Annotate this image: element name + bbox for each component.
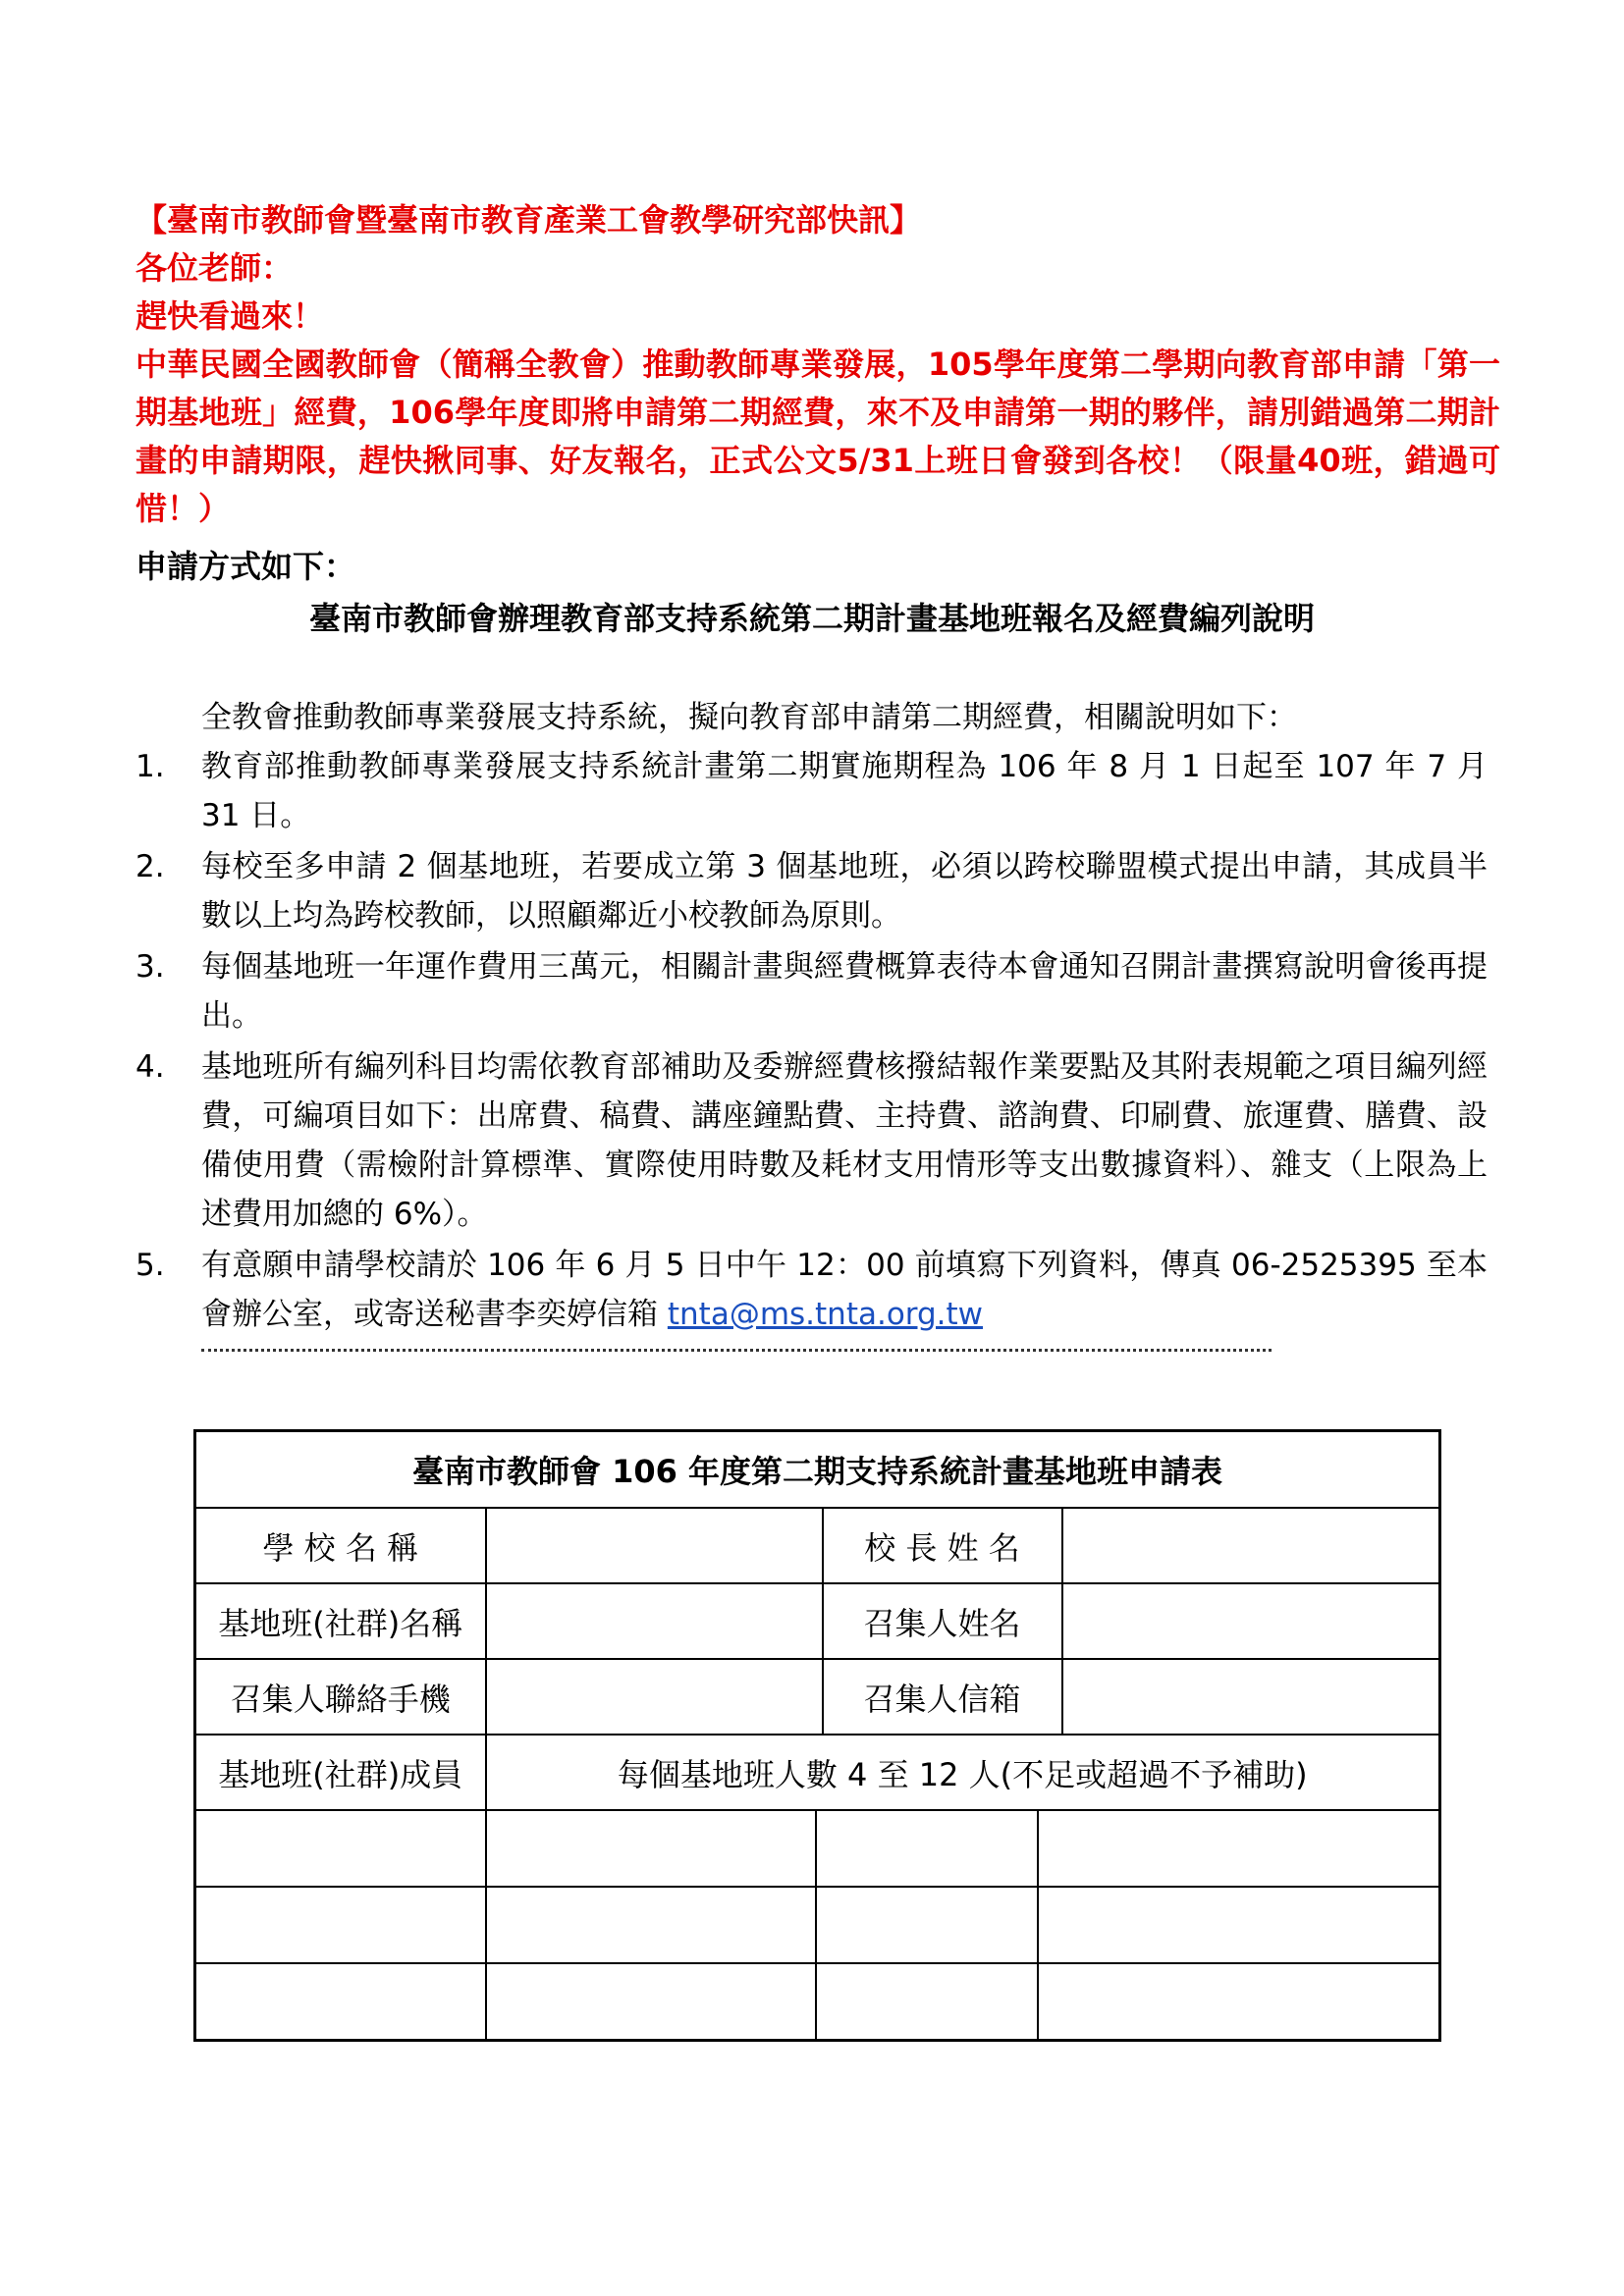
notice-block — [135, 196, 1510, 533]
convener-phone-field[interactable] — [486, 1659, 823, 1735]
group-name-label: 基地班(社群)名稱 — [195, 1583, 486, 1659]
notice-urge: 趕快看過來！ — [135, 297, 325, 335]
member-cell[interactable] — [816, 1810, 1038, 1887]
group-name-field[interactable] — [486, 1583, 823, 1659]
instruction-list — [135, 742, 1490, 1341]
member-cell[interactable] — [195, 1963, 486, 2041]
document-title: 臺南市教師會辦理教育部支持系統第二期計畫基地班報名及經費編列說明 — [308, 600, 1315, 637]
notice-body: 中華民國全國教師會（簡稱全教會）推動教師專業發展，105學年度第二學期向教育部申請「第一期基地班」經費，106學年度即將申請第二期經費，來不及申請第一期的夥伴，請別錯過第二期計畫的申請期限，趕快揪同事、好友報名，正式公文5/31上班日會發到各校！（限量40班，錯過可惜！） — [135, 346, 1500, 527]
convener-name-field[interactable] — [1062, 1583, 1440, 1659]
convener-email-field[interactable] — [1062, 1659, 1440, 1735]
list-item-number: 3. — [135, 949, 165, 985]
principal-name-field[interactable] — [1062, 1508, 1440, 1583]
member-cell[interactable] — [195, 1810, 486, 1887]
school-name-field[interactable] — [486, 1508, 823, 1583]
members-note: 每個基地班人數 4 至 12 人(不足或超過不予補助) — [486, 1735, 1440, 1810]
list-item — [135, 942, 1490, 1041]
application-form-table — [193, 1429, 1441, 2042]
list-item — [135, 842, 1490, 940]
member-cell[interactable] — [486, 1887, 816, 1963]
convener-email-label: 召集人信箱 — [823, 1659, 1062, 1735]
member-cell[interactable] — [195, 1887, 486, 1963]
principal-name-label: 校 長 姓 名 — [823, 1508, 1062, 1583]
list-item-number: 1. — [135, 749, 165, 784]
list-item — [135, 742, 1490, 840]
member-cell[interactable] — [486, 1963, 816, 2041]
member-cell[interactable] — [1038, 1887, 1440, 1963]
list-item-text: 每校至多申請 2 個基地班，若要成立第 3 個基地班，必須以跨校聯盟模式提出申請，其成員半數以上均為跨校教師，以照顧鄰近小校教師為原則。 — [201, 849, 1488, 934]
members-label: 基地班(社群)成員 — [195, 1735, 486, 1810]
apply-method-heading: 申請方式如下： — [135, 548, 356, 585]
member-cell[interactable] — [1038, 1963, 1440, 2041]
form-title: 臺南市教師會 106 年度第二期支持系統計畫基地班申請表 — [195, 1431, 1440, 1509]
school-name-label: 學 校 名 稱 — [195, 1508, 486, 1583]
list-item-text: 基地班所有編列科目均需依教育部補助及委辦經費核撥結報作業要點及其附表規範之項目編列經費，可編項目如下：出席費、稿費、講座鐘點費、主持費、諮詢費、印刷費、旅運費、膳費、設備使用費（需檢附計算標準、實際使用時數及耗材支用情形等支出數據資料）、雜支（上限為上述費用加總的 6%）。 — [201, 1049, 1488, 1232]
list-item-text: 每個基地班一年運作費用三萬元，相關計畫與經費概算表待本會通知召開計畫撰寫說明會後再提出。 — [201, 949, 1488, 1034]
list-item-number: 4. — [135, 1049, 165, 1085]
list-item — [135, 1241, 1490, 1339]
member-cell[interactable] — [816, 1963, 1038, 2041]
list-item-number: 2. — [135, 849, 165, 884]
list-item-number: 5. — [135, 1248, 165, 1283]
intro-paragraph: 全教會推動教師專業發展支持系統，擬向教育部申請第二期經費，相關說明如下： — [201, 700, 1297, 735]
convener-phone-label: 召集人聯絡手機 — [195, 1659, 486, 1735]
notice-header: 【臺南市教師會暨臺南市教育產業工會教學研究部快訊】 — [135, 201, 922, 239]
member-cell[interactable] — [1038, 1810, 1440, 1887]
secretary-email-link[interactable]: tnta@ms.tnta.org.tw — [667, 1297, 984, 1332]
member-cell[interactable] — [486, 1810, 816, 1887]
list-item-text: 教育部推動教師專業發展支持系統計畫第二期實施期程為 106 年 8 月 1 日起至 107 年 7 月 31 日。 — [201, 749, 1488, 833]
member-cell[interactable] — [816, 1887, 1038, 1963]
notice-greeting: 各位老師： — [135, 249, 294, 287]
dotted-divider — [201, 1349, 1272, 1352]
list-item-5-text: 有意願申請學校請於 106 年 6 月 5 日中午 12：00 前填寫下列資料，傳真 06-2525395 至本會辦公室，或寄送秘書李奕婷信箱 — [201, 1248, 1488, 1332]
list-item — [135, 1042, 1490, 1239]
list-item-text — [201, 1241, 1488, 1339]
convener-name-label: 召集人姓名 — [823, 1583, 1062, 1659]
